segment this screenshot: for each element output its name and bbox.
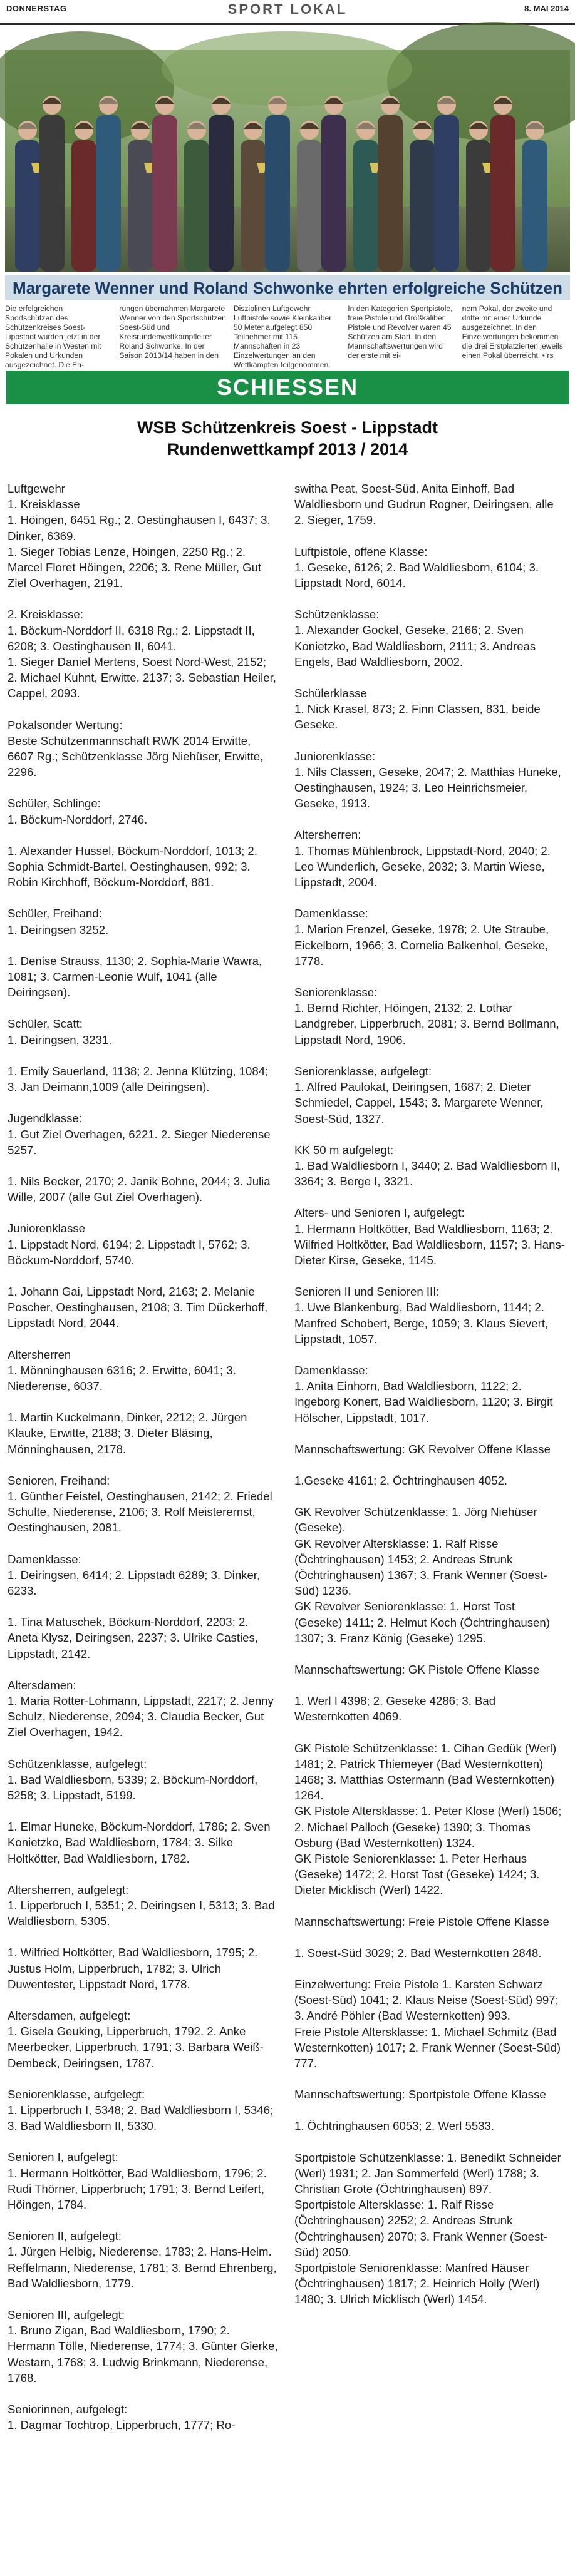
results-line: GK Pistole Seniorenklasse: 1. Peter Herhaus (Geseke) 1472; 2. Horst Tost (Geseke) 1424; 3. Dieter Micklisch (Werl) 1422. xyxy=(294,1852,540,1897)
person-figure xyxy=(353,121,380,272)
results-block xyxy=(8,1614,278,1662)
results-block xyxy=(294,2087,565,2102)
results-block xyxy=(8,1347,278,1394)
person-figure xyxy=(265,96,290,272)
results-line: 1. Bernd Richter, Höingen, 2132; 2. Lothar Landgreber, Lipperbruch, 2081; 3. Bernd Bollmann, Lippstadt Nord, 1906. xyxy=(294,1001,559,1046)
person-figure xyxy=(184,121,209,272)
results-line: 1. Bruno Zigan, Bad Waldliesborn, 1790; 2. Hermann Tölle, Niederense, 1774; 3. Günter Gierke, Westarn, 1768; 3. Ludwig Brinkmann, Niederense, 1768. xyxy=(8,2324,278,2384)
results-line: 1. Thomas Mühlenbrock, Lippstadt-Nord, 2040; 2. Leo Wunderlich, Geseke, 2032; 3. Martin Wiese, Lippstadt, 2004. xyxy=(294,844,551,889)
results-line: 1. Dagmar Tochtrop, Lipperbruch, 1777; Ro- xyxy=(8,2418,236,2432)
group-photo-illustration xyxy=(5,50,570,272)
results-block xyxy=(294,1441,565,1457)
person-figure xyxy=(209,96,234,272)
results-block xyxy=(294,1662,565,1677)
results-line: GK Revolver Schützenklasse: 1. Jörg Niehüser (Geseke). xyxy=(294,1505,537,1535)
results-line: Senioren, Freihand: xyxy=(8,1473,110,1487)
section-banner-text: SCHIESSEN xyxy=(216,374,359,400)
person-figure xyxy=(128,121,154,272)
header-section: SPORT LOKAL xyxy=(227,1,348,17)
group-photo xyxy=(5,50,570,272)
results-block xyxy=(294,1473,565,1488)
results-line: Damenklasse: xyxy=(294,1363,368,1377)
header-date: 8. MAI 2014 xyxy=(524,4,569,13)
results-line: 1. Deiringsen, 3231. xyxy=(8,1033,112,1046)
results-line: Mannschaftswertung: Sportpistole Offene Klasse xyxy=(294,2088,546,2102)
results-line: 1. Werl I 4398; 2. Geseke 4286; 3. Bad Westernkotten 4069. xyxy=(294,1694,496,1724)
results-line: 1. Deiringsen, 6414; 2. Lippstadt 6289; 3. Dinker, 6233. xyxy=(8,1568,261,1597)
results-line: GK Pistole Altersklasse: 1. Peter Klose (Werl) 1506; 2. Michael Palloch (Geseke) 1390; 3. Thomas Osburg (Bad Westernkotten) 1324. xyxy=(294,1804,562,1849)
section-banner xyxy=(6,371,569,404)
results-line: Sportpistole Seniorenklasse: Manfred Häuser (Öchtringhausen) 1817; 2. Heinrich Holly (Werl) 1480; 3. Ulrich Micklisch (Werl) 1454. xyxy=(294,2261,540,2306)
person-figure xyxy=(522,121,547,272)
person-figure xyxy=(466,121,492,272)
results-line: 1. Gut Ziel Overhagen, 6221. 2. Sieger Niederense 5257. xyxy=(8,1127,271,1157)
results-line: Schüler, Scatt: xyxy=(8,1017,83,1031)
results-block xyxy=(294,984,565,1048)
results-block xyxy=(294,1205,565,1268)
person-figure xyxy=(297,121,322,272)
results-block xyxy=(8,1882,278,1929)
results-block xyxy=(294,827,565,890)
results-block xyxy=(294,1976,565,2071)
results-line: GK Revolver Seniorenklasse: 1. Horst Tost (Geseke) 1411; 2. Helmut Koch (Öchtringhausen) 1307; 3. Franz König (Geseke) 1295. xyxy=(294,1600,550,1645)
results-line: Altersdamen: xyxy=(8,1678,76,1692)
results-line: 1. Nick Krasel, 873; 2. Finn Classen, 831, beide Geseke. xyxy=(294,702,541,732)
results-block xyxy=(8,1945,278,1992)
results-block xyxy=(294,1063,565,1127)
results-line: 1. Emily Sauerland, 1138; 2. Jenna Klützing, 1084; 3. Jan Deimann,1009 (alle Deiringsen). xyxy=(8,1064,269,1094)
results-block xyxy=(294,749,565,812)
results-line: Seniorenklasse, aufgelegt: xyxy=(8,2087,145,2101)
results-line: Altersherren xyxy=(8,1347,71,1361)
results-line: 1. Lipperbruch I, 5351; 2. Deiringsen I, 5313; 3. Bad Waldliesborn, 5305. xyxy=(8,1899,275,1928)
results-line: Seniorenklasse, aufgelegt: xyxy=(294,1064,432,1078)
results-line: 1. Deiringsen 3252. xyxy=(8,923,109,936)
results-line: Schülerklasse xyxy=(294,687,367,700)
results-block xyxy=(294,1740,565,1898)
results-line: 1. Höingen, 6451 Rg.; 2. Oestinghausen I, 6437; 3. Dinker, 6369. xyxy=(8,513,271,543)
results-block xyxy=(294,685,565,733)
person-figure xyxy=(241,121,267,272)
results-line: Mannschaftswertung: GK Pistole Offene Klasse xyxy=(294,1662,540,1676)
results-block xyxy=(8,843,278,891)
results-line: 1. Wilfried Holtkötter, Bad Waldliesborn, 1795; 2. Justus Holm, Lipperbruch, 1782; 3. Ulrich Duwentester, Lippstadt Nord, 1778. xyxy=(8,1946,258,1991)
photo-headline-text: Margarete Wenner und Roland Schwonke ehrten erfolgreiche Schützen xyxy=(13,279,562,297)
results-block xyxy=(8,2228,278,2291)
results-block xyxy=(8,2401,278,2433)
results-line: 1. Johann Gai, Lippstadt Nord, 2163; 2. Melanie Poscher, Oestinghausen, 2108; 3. Tim Dückerhoff, Lippstadt Nord, 2044. xyxy=(8,1284,268,1330)
results-line: 1. Sieger Daniel Mertens, Soest Nord-West, 2152; 2. Michael Kuhnt, Erwitte, 2137; 3. Sebastian Heiler, Cappel, 2093. xyxy=(8,655,276,700)
results-block xyxy=(8,1677,278,1740)
results-line: switha Peat, Soest-Süd, Anita Einhoff, Bad Waldliesborn und Gudrun Rogner, Deiringsen, alle 2. Sieger, 1759. xyxy=(294,482,554,527)
results-block xyxy=(294,906,565,969)
person-figure xyxy=(96,96,121,272)
results-line: 1. Jürgen Helbig, Niederense, 1783; 2. Hans-Helm. Reffelmann, Niederense, 1781; 3. Bernd Ehrenberg, Bad Waldliesborn, 1779. xyxy=(8,2245,277,2290)
results-line: 1. Böckum-Norddorf, 2746. xyxy=(8,812,148,826)
results-block xyxy=(8,1473,278,1536)
person-figure xyxy=(434,96,459,272)
results-block xyxy=(8,717,278,780)
results-line: Sportpistole Schützenklasse: 1. Benedikt Schneider (Werl) 1931; 2. Jan Sommerfeld (Werl) 1788; 3. Christian Grote (Öchtringhausen) 897. xyxy=(294,2150,561,2196)
results-block xyxy=(8,1173,278,1205)
results-line: 1. Tina Matuschek, Böckum-Norddorf, 2203; 2. Aneta Klysz, Deiringsen, 2237; 3. Ulrike Casties, Lippstadt, 2142. xyxy=(8,1615,258,1660)
results-block xyxy=(8,1819,278,1866)
photo-caption xyxy=(5,304,570,369)
results-line: Pokalsonder Wertung: xyxy=(8,718,123,732)
caption-column: nem Pokal, der zweite und dritte mit einer Urkunde ausgezeichnet. In den Einzelwertungen bekommen die drei Erstplatzierten jeweils einen Pokal überreicht. • rs xyxy=(462,304,563,360)
person-figure xyxy=(39,96,65,272)
results-line: 1. Hermann Holtkötter, Bad Waldliesborn, 1163; 2. Wilfried Holtkötter, Bad Waldliesborn, 1157; 3. Hans-Dieter Kirse, Geseke, 1145. xyxy=(294,1222,565,1267)
caption-column: Die erfolgreichen Sportschützen des Schützenkreises Soest-Lippstadt wurden jetzt in der Schützenhalle in Westen mit Pokalen und Urkunden ausgezeichnet. Die Eh- xyxy=(5,304,101,369)
results-block xyxy=(294,2118,565,2134)
results-line: Einzelwertung: Freie Pistole 1. Karsten Schwarz (Soest-Süd) 1041; 2. Klaus Neise (Soest-Süd) 997; 3. André Pöhler (Bad Westernkotten) 993. xyxy=(294,1978,559,2023)
results-line: Schüler, Schlinge: xyxy=(8,797,101,810)
results-line: 1. Alexander Gockel, Geseke, 2166; 2. Sven Konietzko, Bad Waldliesborn, 2111; 3. Andreas Engels, Bad Waldliesborn, 2002. xyxy=(294,623,536,668)
results-line: Senioren III, aufgelegt: xyxy=(8,2308,125,2322)
results-line: 1. Günther Feistel, Oestinghausen, 2142; 2. Friedel Schulte, Niederense, 2106; 3. Rolf Meisterernst, Oestinghausen, 2081. xyxy=(8,1489,272,1535)
results-block xyxy=(294,1914,565,1929)
person-figure xyxy=(15,121,41,272)
person-figure xyxy=(71,121,96,272)
person-figure xyxy=(410,121,435,272)
caption-column: Disziplinen Luftgewehr, Luftpistole sowie Kleinkaliber 50 Meter aufgelegt 850 Teilnehmer mit 115 Mannschaften in 23 Einzelwertungen an den Wettkämpfen teilgenommen. xyxy=(233,304,332,369)
results-line: 2. Kreisklasse: xyxy=(8,608,83,621)
results-line: Freie Pistole Altersklasse: 1. Michael Schmitz (Bad Westernkotten) 1017; 2. Frank Wenner (Soest-Süd) 777. xyxy=(294,2025,561,2070)
results-line: Luftpistole, offene Klasse: xyxy=(294,544,428,558)
results-line: GK Revolver Altersklasse: 1. Ralf Risse (Öchtringhausen) 1453; 2. Andreas Strunk (Öchtringhausen) 1367; 3. Frank Wenner (Soest-Süd) 1236. xyxy=(294,1536,547,1598)
results-line: 1. Anita Einhorn, Bad Waldliesborn, 1122; 2. Ingeborg Konert, Bad Waldliesborn, 1120; 3. Birgit Hölscher, Lippstadt, 1017. xyxy=(294,1379,553,1424)
results-line: Beste Schützenmannschaft RWK 2014 Erwitte, 6607 Rg.; Schützenklasse Jörg Niehüser, Erwitte, 2296. xyxy=(8,733,264,779)
results-line: GK Pistole Schützenklasse: 1. Cihan Gedük (Werl) 1481; 2. Patrick Thiemeyer (Bad Westernkotten) 1468; 3. Matthias Ostermann (Bad Westernkotten) 1264. xyxy=(294,1741,557,1802)
results-block xyxy=(294,2150,565,2308)
results-line: 1. Alfred Paulokat, Deiringsen, 1687; 2. Dieter Schmiedel, Cappel, 1543; 3. Margarete Wenner, Soest-Süd, 1327. xyxy=(294,1080,544,1125)
results-line: 1. Böckum-Norddorf II, 6318 Rg.; 2. Lippstadt II, 6208; 3. Oestinghausen II, 6041. xyxy=(8,623,255,653)
results-line: 1. Martin Kuckelmann, Dinker, 2212; 2. Jürgen Klauke, Erwitte, 2188; 3. Dieter Bläsing, Mönninghausen, 2178. xyxy=(8,1411,247,1456)
results-line: Altersherren: xyxy=(294,828,361,842)
results-block xyxy=(294,1945,565,1961)
results-line: Mannschaftswertung: Freie Pistole Offene Klasse xyxy=(294,1914,549,1928)
results-block xyxy=(8,606,278,701)
header-day: DONNERSTAG xyxy=(6,4,67,13)
results-line: 1. Alexander Hussel, Böckum-Norddorf, 1013; 2. Sophia Schmidt-Bartel, Oestinghausen, 992; 3. Robin Kirchhoff, Böckum-Norddorf, 881. xyxy=(8,844,257,889)
results-line: Schüler, Freihand: xyxy=(8,907,102,921)
results-line: 1. Lipperbruch I, 5348; 2. Bad Waldliesborn I, 5346; 3. Bad Waldliesborn II, 5330. xyxy=(8,2103,274,2133)
results-block xyxy=(294,481,565,528)
results-line: Sportpistole Altersklasse: 1. Ralf Risse (Öchtringhausen) 2252; 2. Andreas Strunk (Öchtringhausen) 2070; 3. Frank Wenner (Soest-Süd) 2050. xyxy=(294,2198,547,2259)
person-figure xyxy=(321,96,346,272)
results-line: Altersdamen, aufgelegt: xyxy=(8,2009,131,2023)
results-line: Luftgewehr xyxy=(8,482,65,495)
results-block xyxy=(8,2149,278,2212)
results-line: 1. Soest-Süd 3029; 2. Bad Westernkotten 2848. xyxy=(294,1946,542,1960)
results-block xyxy=(8,1110,278,1158)
results-line: 1. Lippstadt Nord, 6194; 2. Lippstadt I, 5762; 3. Böckum-Norddorf, 5740. xyxy=(8,1237,251,1267)
results-line: 1. Uwe Blankenburg, Bad Waldliesborn, 1144; 2. Manfred Schobert, Berge, 1059; 3. Klaus Sievert, Lippstadt, 1057. xyxy=(294,1301,549,1346)
results-line: 1. Maria Rotter-Lohmann, Lippstadt, 2217; 2. Jenny Schulz, Niederense, 2094; 3. Claudia Becker, Gut Ziel Overhagen, 1942. xyxy=(8,1694,274,1739)
results-block xyxy=(294,1362,565,1426)
results-line: 1. Mönninghausen 6316; 2. Erwitte, 6041; 3. Niederense, 6037. xyxy=(8,1363,236,1393)
results-block xyxy=(294,606,565,670)
results-block xyxy=(294,1693,565,1724)
results-line: 1. Nils Becker, 2170; 2. Janik Bohne, 2044; 3. Julia Wille, 2007 (alle Gut Ziel Overhagen). xyxy=(8,1174,271,1204)
results-block xyxy=(8,906,278,937)
article-subtitle-line: Rundenwettkampf 2013 / 2014 xyxy=(167,440,408,459)
results-line: 1. Sieger Tobias Lenze, Höingen, 2250 Rg.; 2. Marcel Floret Höingen, 2206; 3. Rene Müller, Gut Ziel Overhagen, 2191. xyxy=(8,544,262,590)
results-block xyxy=(8,1409,278,1457)
results-block xyxy=(8,2087,278,2134)
results-line: 1. Geseke, 6126; 2. Bad Waldliesborn, 6104; 3. Lippstadt Nord, 6014. xyxy=(294,560,539,590)
results-column-right xyxy=(294,481,565,2571)
results-line: Senioren II und Senioren III: xyxy=(294,1285,440,1299)
results-block xyxy=(294,1504,565,1646)
results-line: 1. Bad Waldliesborn, 5339; 2. Böckum-Norddorf, 5258; 3. Lippstadt, 5199. xyxy=(8,1772,258,1802)
results-line: KK 50 m aufgelegt: xyxy=(294,1143,394,1157)
results-line: Juniorenklasse: xyxy=(294,749,376,763)
results-line: 1. Kreisklasse xyxy=(8,498,80,511)
results-block xyxy=(8,1063,278,1095)
results-line: Jugendklasse: xyxy=(8,1112,82,1125)
results-block xyxy=(8,2008,278,2071)
results-block xyxy=(294,544,565,591)
results-line: 1. Denise Strauss, 1130; 2. Sophia-Marie Wawra, 1081; 3. Carmen-Leonie Wulf, 1041 (alle Deiringsen). xyxy=(8,954,262,999)
results-block xyxy=(8,1016,278,1047)
results-line: 1. Marion Frenzel, Geseke, 1978; 2. Ute Straube, Eickelborn, 1966; 3. Cornelia Balkenhol, Geseke, 1778. xyxy=(294,923,549,968)
results-line: Alters- und Senioren I, aufgelegt: xyxy=(294,1206,465,1220)
results-line: 1. Nils Classen, Geseke, 2047; 2. Matthias Huneke, Oestinghausen, 1924; 3. Leo Heinrichsmeier, Geseke, 1913. xyxy=(294,765,561,810)
results-block xyxy=(8,1551,278,1599)
results-line: Mannschaftswertung: GK Revolver Offene Klasse xyxy=(294,1442,551,1456)
results-line: 1. Bad Waldliesborn I, 3440; 2. Bad Waldliesborn II, 3364; 3. Berge I, 3321. xyxy=(294,1158,561,1188)
results-block xyxy=(8,1756,278,1804)
person-figure xyxy=(378,96,403,272)
results-line: 1. Hermann Holtkötter, Bad Waldliesborn, 1796; 2. Rudi Thörner, Lipperbruch; 1791; 3. Bernd Leifert, Höingen, 1784. xyxy=(8,2166,267,2212)
results-block xyxy=(8,2307,278,2386)
results-line: 1.Geseke 4161; 2. Öchtringhausen 4052. xyxy=(294,1473,508,1487)
results-block xyxy=(8,1220,278,1268)
results-line: Damenklasse: xyxy=(8,1552,81,1566)
results-line: 1. Gisela Geuking, Lipperbruch, 1792. 2. Anke Meerbecker, Lipperbruch, 1791; 3. Barbara Weiß-Dembeck, Deiringsen, 1787. xyxy=(8,2025,264,2070)
results-line: Senioren I, aufgelegt: xyxy=(8,2150,118,2164)
person-figure xyxy=(152,96,177,272)
caption-column: In den Kategorien Sportpistole, freie Pistole und Großkaliber Pistole und Revolver waren 45 Schützen am Start. In den Mannschaftswertungen wird der erste mit ei- xyxy=(348,304,453,360)
results-line: Damenklasse: xyxy=(294,907,368,921)
results-line: 1. Öchtringhausen 6053; 2. Werl 5533. xyxy=(294,2119,495,2133)
results-column-left xyxy=(8,481,278,2571)
results-block xyxy=(8,795,278,827)
results-block xyxy=(8,1284,278,1331)
results-block xyxy=(8,953,278,1001)
results-line: Seniorinnen, aufgelegt: xyxy=(8,2403,128,2416)
results-line: Schützenklasse, aufgelegt: xyxy=(8,1757,147,1771)
results-block xyxy=(294,1284,565,1347)
caption-column: rungen übernahmen Margarete Wenner von den Sportschützen Soest-Süd und Kreisrundenwettkampfleiter Roland Schwonke. In der Saison 2013/14 haben in den xyxy=(119,304,226,360)
results-line: Schützenklasse: xyxy=(294,608,380,621)
photo-headline xyxy=(5,275,570,300)
results-line: Senioren II, aufgelegt: xyxy=(8,2229,122,2243)
results-line: Altersherren, aufgelegt: xyxy=(8,1883,129,1896)
person-figure xyxy=(490,96,515,272)
results-line: Juniorenklasse xyxy=(8,1222,86,1235)
results-line: Seniorenklasse: xyxy=(294,986,378,999)
results-line: 1. Elmar Huneke, Böckum-Norddorf, 1786; 2. Sven Konietzko, Bad Waldliesborn, 1784; 3. Silke Holtkötter, Bad Waldliesborn, 1782. xyxy=(8,1820,271,1865)
results-block xyxy=(294,1142,565,1190)
article-title xyxy=(6,417,569,461)
results-block xyxy=(8,481,278,591)
article-title-line: WSB Schützenkreis Soest - Lippstadt xyxy=(137,418,438,437)
